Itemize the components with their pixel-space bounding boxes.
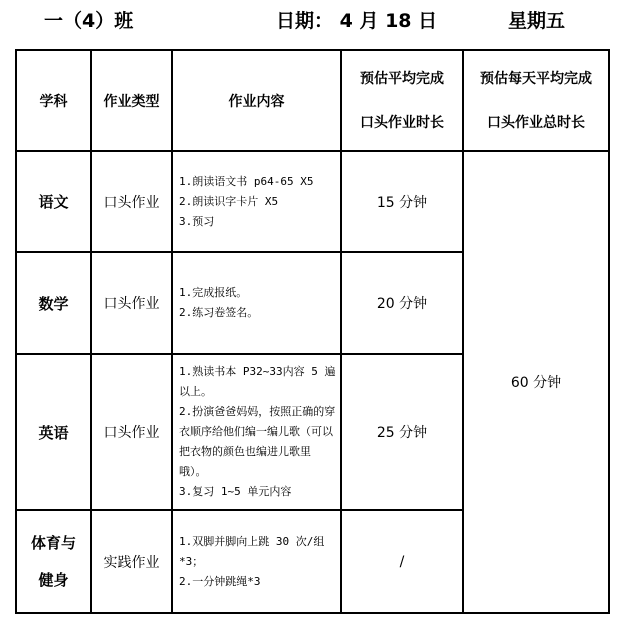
- duration-cell: 15 分钟: [341, 151, 463, 252]
- duration-cell: 20 分钟: [341, 252, 463, 354]
- content-cell: [172, 354, 341, 510]
- content-line: 2.朗读识字卡片 X5: [179, 194, 279, 208]
- date-label: 日期： 4 月 18 日: [276, 10, 438, 32]
- homework-table: [15, 49, 610, 614]
- class-name: 一（4）班: [44, 10, 134, 32]
- content-line: 1.完成报纸。: [179, 286, 248, 299]
- col-header-subject: 学科: [16, 50, 91, 151]
- subject-cell: 英语: [16, 354, 91, 510]
- type-cell: 实践作业: [91, 510, 172, 613]
- subject-cell: [16, 510, 91, 613]
- col-header-total-line1: 预估每天平均完成: [480, 70, 592, 87]
- content-line: 2.扮演爸爸妈妈，按照正确的穿衣顺序给他们编一编儿歌（可以把衣物的颜色也编进儿歌里哦）。: [179, 405, 336, 478]
- content-line: 2.一分钟跳绳*3: [179, 574, 261, 588]
- type-cell: 口头作业: [91, 252, 172, 354]
- duration-cell: 25 分钟: [341, 354, 463, 510]
- col-header-type: 作业类型: [91, 50, 172, 151]
- content-line: 1.熟读书本 P32~33内容 5 遍以上。: [179, 365, 336, 398]
- subject-cell: 语文: [16, 151, 91, 252]
- type-cell: 口头作业: [91, 151, 172, 252]
- content-line: 1.朗读语文书 p64-65 X5: [179, 174, 314, 188]
- content-line: 3.预习: [179, 214, 215, 228]
- subject-line1: 体育与: [30, 533, 76, 552]
- content-cell: [172, 510, 341, 613]
- content-line: 3.复习 1~5 单元内容: [179, 485, 292, 498]
- content-cell: [172, 151, 341, 252]
- page-header: [0, 0, 623, 40]
- subject-cell: 数学: [16, 252, 91, 354]
- col-header-duration-line1: 预估平均完成: [360, 70, 444, 87]
- col-header-duration: [341, 50, 463, 151]
- content-line: 2.练习卷签名。: [179, 306, 259, 319]
- table-row: [16, 151, 609, 252]
- type-cell: 口头作业: [91, 354, 172, 510]
- col-header-duration-line2: 口头作业时长: [360, 114, 444, 131]
- col-header-content: 作业内容: [172, 50, 341, 151]
- content-line: 1.双脚并脚向上跳 30 次/组*3；: [179, 534, 325, 568]
- table-header-row: [16, 50, 609, 151]
- col-header-total: [463, 50, 609, 151]
- subject-line2: 健身: [38, 570, 69, 589]
- weekday-label: 星期五: [508, 10, 566, 32]
- content-cell: [172, 252, 341, 354]
- total-duration-cell: 60 分钟: [463, 151, 609, 613]
- col-header-total-line2: 口头作业总时长: [487, 114, 585, 131]
- duration-cell: /: [341, 510, 463, 613]
